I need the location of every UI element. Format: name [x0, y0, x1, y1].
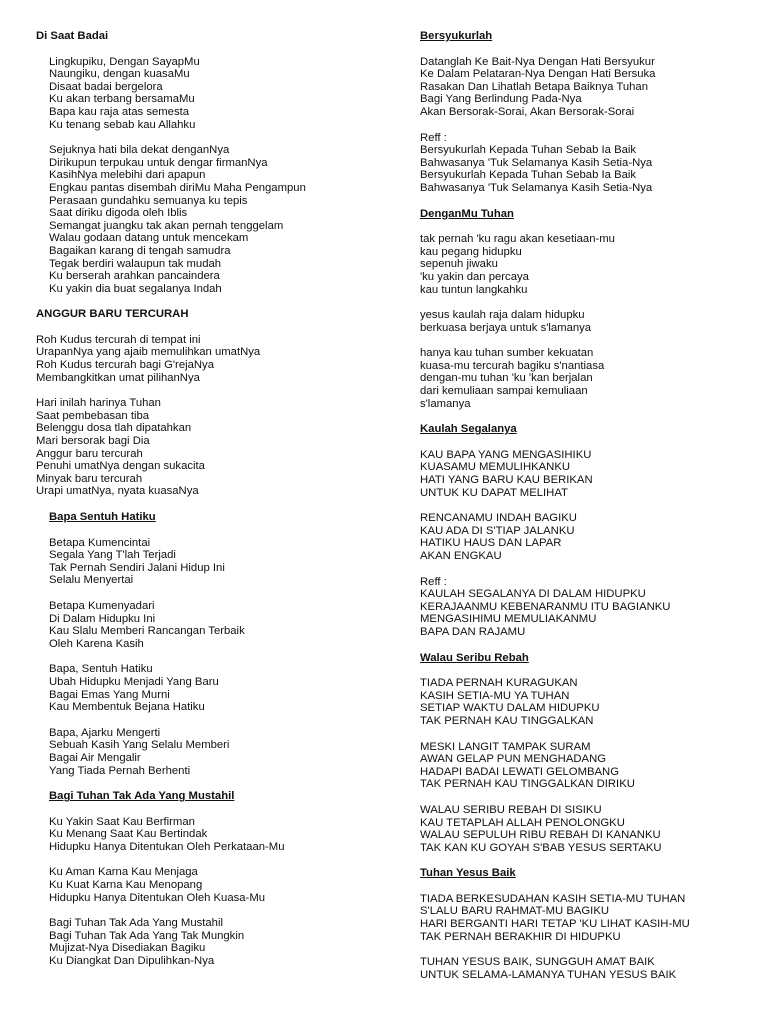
song-title: Walau Seribu Rebah	[420, 651, 529, 664]
lyric-line: KAU TETAPLAH ALLAH PENOLONGKU	[420, 816, 625, 829]
stanza	[36, 866, 386, 904]
lyric-line: 'ku yakin dan percaya	[420, 270, 529, 283]
lyric-line: Saat pembebasan tiba	[36, 409, 150, 422]
lyric-line: AWAN GELAP PUN MENGHADANG	[420, 753, 607, 766]
lyric-line: Bahwasanya 'Tuk Selamanya Kasih Setia-Nya	[420, 156, 653, 169]
lyric-line: Ke Dalam Pelataran-Nya Dengan Hati Bersuka	[420, 68, 656, 81]
stanza	[36, 537, 386, 587]
lyric-line: KASIH SETIA-MU YA TUHAN	[420, 689, 570, 702]
lyric-line: Betapa Kumencintai	[49, 536, 151, 549]
lyric-line: kuasa-mu tercurah bagiku s'nantiasa	[420, 359, 605, 372]
stanza	[420, 449, 750, 499]
lyric-line: Bagai Emas Yang Murni	[49, 688, 170, 701]
lyric-line: Betapa Kumenyadari	[49, 599, 155, 612]
stanza	[36, 917, 386, 967]
lyric-line: Ku Kuat Karna Kau Menopang	[49, 879, 203, 892]
lyric-line: dengan-mu tuhan 'ku 'kan berjalan	[420, 372, 593, 385]
lyric-line: TAK PERNAH KAU TINGGALKAN DIRIKU	[420, 778, 635, 791]
lyric-line: TAK PERNAH BERAKHIR DI HIDUPKU	[420, 930, 621, 943]
lyric-line: Ku Aman Karna Kau Menjaga	[49, 866, 198, 879]
stanza	[36, 663, 386, 713]
lyric-line: MENGASIHIMU MEMULIAKANMU	[420, 613, 597, 626]
lyric-line: KUASAMU MEMULIHKANKU	[420, 461, 571, 474]
stanza	[420, 576, 750, 639]
stanza	[420, 741, 750, 791]
lyric-line: Ku berserah arahkan pancaindera	[49, 270, 220, 283]
lyric-line: Tak Pernah Sendiri Jalani Hidup Ini	[49, 561, 225, 574]
lyric-line: Roh Kudus tercurah bagi G'rejaNya	[36, 359, 214, 372]
lyric-line: Minyak baru tercurah	[36, 472, 143, 485]
lyric-line: KAU BAPA YANG MENGASIHIKU	[420, 448, 592, 461]
song-title: Kaulah Segalanya	[420, 423, 517, 436]
lyric-line: dari kemuliaan sampai kemuliaan	[420, 385, 588, 398]
song-bapa-sentuh-hatiku	[36, 511, 386, 777]
stanza	[36, 816, 386, 854]
song-bersyukurlah	[420, 30, 750, 195]
lyric-line: Bagai Air Mengalir	[49, 751, 141, 764]
lyric-line: KasihNya melebihi dari apapun	[49, 169, 206, 182]
lyric-line: KAULAH SEGALANYA DI DALAM HIDUPKU	[420, 588, 646, 601]
lyric-line: Roh Kudus tercurah di tempat ini	[36, 333, 201, 346]
lyric-line: Disaat badai bergelora	[49, 80, 163, 93]
lyric-line: yesus kaulah raja dalam hidupku	[420, 309, 585, 322]
lyric-line: Hari inilah harinya Tuhan	[36, 397, 161, 410]
lyric-line: Walau godaan datang untuk mencekam	[49, 232, 249, 245]
song-title: Bapa Sentuh Hatiku	[49, 511, 156, 523]
lyric-line: Hidupku Hanya Ditentukan Oleh Kuasa-Mu	[49, 891, 266, 904]
lyric-line: HARI BERGANTI HARI TETAP 'KU LIHAT KASIH-MU	[420, 918, 690, 931]
lyric-line: Ku yakin dia buat segalanya Indah	[49, 282, 222, 295]
lyric-line: Bagi Tuhan Tak Ada Yang Tak Mungkin	[49, 929, 245, 942]
stanza	[36, 144, 386, 295]
right-column	[420, 30, 750, 981]
stanza	[420, 347, 750, 410]
lyric-line: Dirikupun terpukau untuk dengar firmanNya	[49, 156, 268, 169]
lyric-line: Anggur baru tercurah	[36, 447, 143, 460]
lyric-line: Di Dalam Hidupku Ini	[49, 612, 156, 625]
lyric-line: Hidupku Hanya Ditentukan Oleh Perkataan-Mu	[49, 840, 285, 853]
lyric-line: Bersyukurlah Kepada Tuhan Sebab Ia Baik	[420, 144, 637, 157]
lyric-line: Urapi umatNya, nyata kuasaNya	[36, 485, 199, 498]
lyric-line: Tegak berdiri walaupun tak mudah	[49, 257, 222, 270]
song-denganmu-tuhan	[420, 208, 750, 411]
stanza	[36, 334, 386, 384]
lyric-line: Ubah Hidupku Menjadi Yang Baru	[49, 675, 219, 688]
lyric-line: berkuasa berjaya untuk s'lamanya	[420, 321, 592, 334]
lyric-line: Reff :	[420, 575, 447, 588]
lyric-line: Bagi Yang Berlindung Pada-Nya	[420, 93, 582, 106]
lyric-line: WALAU SERIBU REBAH DI SISIKU	[420, 803, 602, 816]
lyric-line: Bapa kau raja atas semesta	[49, 105, 190, 118]
lyric-line: SETIAP WAKTU DALAM HIDUPKU	[420, 702, 600, 715]
lyric-line: Sebuah Kasih Yang Selalu Memberi	[49, 739, 230, 752]
lyric-line: Rasakan Dan Lihatlah Betapa Baiknya Tuhan	[420, 80, 648, 93]
lyric-line: UrapanNya yang ajaib memulihkan umatNya	[36, 346, 261, 359]
lyric-line: Bagaikan karang di tengah samudra	[49, 244, 231, 257]
lyric-line: Semangat juangku tak akan pernah tenggelam	[49, 219, 284, 232]
stanza	[420, 893, 750, 943]
lyric-line: kau tuntun langkahku	[420, 283, 528, 296]
lyric-line: Mari bersorak bagi Dia	[36, 435, 150, 448]
lyric-line: HADAPI BADAI LEWATI GELOMBANG	[420, 765, 619, 778]
stanza	[420, 512, 750, 562]
lyric-line: Lingkupiku, Dengan SayapMu	[49, 55, 200, 68]
stanza	[420, 309, 750, 334]
lyric-line: Ku tenang sebab kau Allahku	[49, 118, 196, 131]
lyric-line: KERAJAANMU KEBENARANMU ITU BAGIANKU	[420, 600, 671, 613]
lyric-line: TAK PERNAH KAU TINGGALKAN	[420, 714, 594, 727]
lyric-line: Kau Slalu Memberi Rancangan Terbaik	[49, 625, 245, 638]
lyric-line: TIADA BERKESUDAHAN KASIH SETIA-MU TUHAN	[420, 892, 686, 905]
song-title: Bersyukurlah	[420, 30, 493, 42]
lyric-line: TAK KAN KU GOYAH S'BAB YESUS SERTAKU	[420, 841, 662, 854]
lyric-line: Belenggu dosa tlah dipatahkan	[36, 422, 192, 435]
lyric-line: s'lamanya	[420, 397, 471, 410]
lyric-line: sepenuh jiwaku	[420, 258, 498, 271]
lyric-line: BAPA DAN RAJAMU	[420, 625, 526, 638]
lyric-line: Reff :	[420, 131, 447, 144]
lyric-line: WALAU SEPULUH RIBU REBAH DI KANANKU	[420, 829, 661, 842]
lyric-line: Ku Diangkat Dan Dipulihkan-Nya	[49, 955, 215, 968]
song-anggur-baru-tercurah	[36, 308, 386, 498]
lyric-line: Ku akan terbang bersamaMu	[49, 93, 195, 106]
lyric-line: Perasaan gundahku semuanya ku tepis	[49, 194, 248, 207]
lyric-line: Akan Bersorak-Sorai, Akan Bersorak-Sorai	[420, 105, 635, 118]
song-title: Bagi Tuhan Tak Ada Yang Mustahil	[49, 790, 235, 803]
left-column	[36, 30, 386, 968]
lyric-line: RENCANAMU INDAH BAGIKU	[420, 512, 577, 525]
stanza	[36, 56, 386, 132]
lyric-line: Bagi Tuhan Tak Ada Yang Mustahil	[49, 917, 223, 930]
stanza	[36, 600, 386, 650]
lyric-line: UNTUK SELAMA-LAMANYA TUHAN YESUS BAIK	[420, 968, 677, 981]
lyric-line: TIADA PERNAH KURAGUKAN	[420, 677, 578, 690]
lyric-line: TUHAN YESUS BAIK, SUNGGUH AMAT BAIK	[420, 956, 655, 969]
stanza	[420, 233, 750, 296]
lyric-line: UNTUK KU DAPAT MELIHAT	[420, 486, 568, 499]
lyric-line: HATI YANG BARU KAU BERIKAN	[420, 474, 593, 487]
lyric-line: Selalu Menyertai	[49, 574, 134, 587]
lyric-line: Yang Tiada Pernah Berhenti	[49, 764, 191, 777]
lyric-line: Ku Menang Saat Kau Bertindak	[49, 828, 208, 841]
lyric-line: Datanglah Ke Bait-Nya Dengan Hati Bersyukur	[420, 55, 655, 68]
lyric-line: Bersyukurlah Kepada Tuhan Sebab Ia Baik	[420, 169, 637, 182]
song-walau-seribu-rebah	[420, 652, 750, 855]
song-tuhan-yesus-baik	[420, 867, 750, 981]
lyric-line: Bapa, Sentuh Hatiku	[49, 663, 153, 676]
lyric-line: Naungiku, dengan kuasaMu	[49, 68, 190, 81]
lyric-line: Bahwasanya 'Tuk Selamanya Kasih Setia-Nya	[420, 181, 653, 194]
lyric-line: hanya kau tuhan sumber kekuatan	[420, 347, 594, 360]
lyric-line: Bapa, Ajarku Mengerti	[49, 726, 161, 739]
song-title: Tuhan Yesus Baik	[420, 867, 516, 880]
lyric-line: Sejuknya hati bila dekat denganNya	[49, 144, 230, 157]
lyric-line: Kau Membentuk Bejana Hatiku	[49, 701, 205, 714]
lyric-line: Segala Yang T'lah Terjadi	[49, 549, 176, 562]
lyric-line: MESKI LANGIT TAMPAK SURAM	[420, 740, 591, 753]
lyric-line: Engkau pantas disembah diriMu Maha Pengampun	[49, 181, 306, 194]
lyric-line: Oleh Karena Kasih	[49, 637, 144, 650]
lyric-line: KAU ADA DI S'TIAP JALANKU	[420, 524, 575, 537]
stanza	[420, 677, 750, 727]
song-title: ANGGUR BARU TERCURAH	[36, 308, 189, 321]
song-bagi-tuhan-tak-ada-yang-mustahil	[36, 790, 386, 968]
lyric-line: AKAN ENGKAU	[420, 550, 502, 562]
stanza	[36, 727, 386, 777]
stanza	[420, 56, 750, 119]
stanza	[420, 804, 750, 854]
lyric-line: Membangkitkan umat pilihanNya	[36, 371, 200, 384]
lyric-line: Saat diriku digoda oleh Iblis	[49, 207, 188, 220]
song-title: Di Saat Badai	[36, 30, 109, 42]
stanza	[420, 132, 750, 195]
lyric-line: S'LALU BARU RAHMAT-MU BAGIKU	[420, 905, 610, 918]
lyric-line: tak pernah 'ku ragu akan kesetiaan-mu	[420, 233, 615, 246]
stanza	[420, 956, 750, 981]
lyric-line: kau pegang hidupku	[420, 245, 522, 258]
lyric-line: Mujizat-Nya Disediakan Bagiku	[49, 942, 206, 955]
lyric-line: HATIKU HAUS DAN LAPAR	[420, 537, 562, 550]
lyric-line: Penuhi umatNya dengan sukacita	[36, 460, 205, 473]
stanza	[36, 397, 386, 498]
song-title: DenganMu Tuhan	[420, 207, 514, 220]
song-kaulah-segalanya	[420, 423, 750, 638]
song-di-saat-badai	[36, 30, 386, 295]
lyric-line: Ku Yakin Saat Kau Berfirman	[49, 815, 195, 828]
